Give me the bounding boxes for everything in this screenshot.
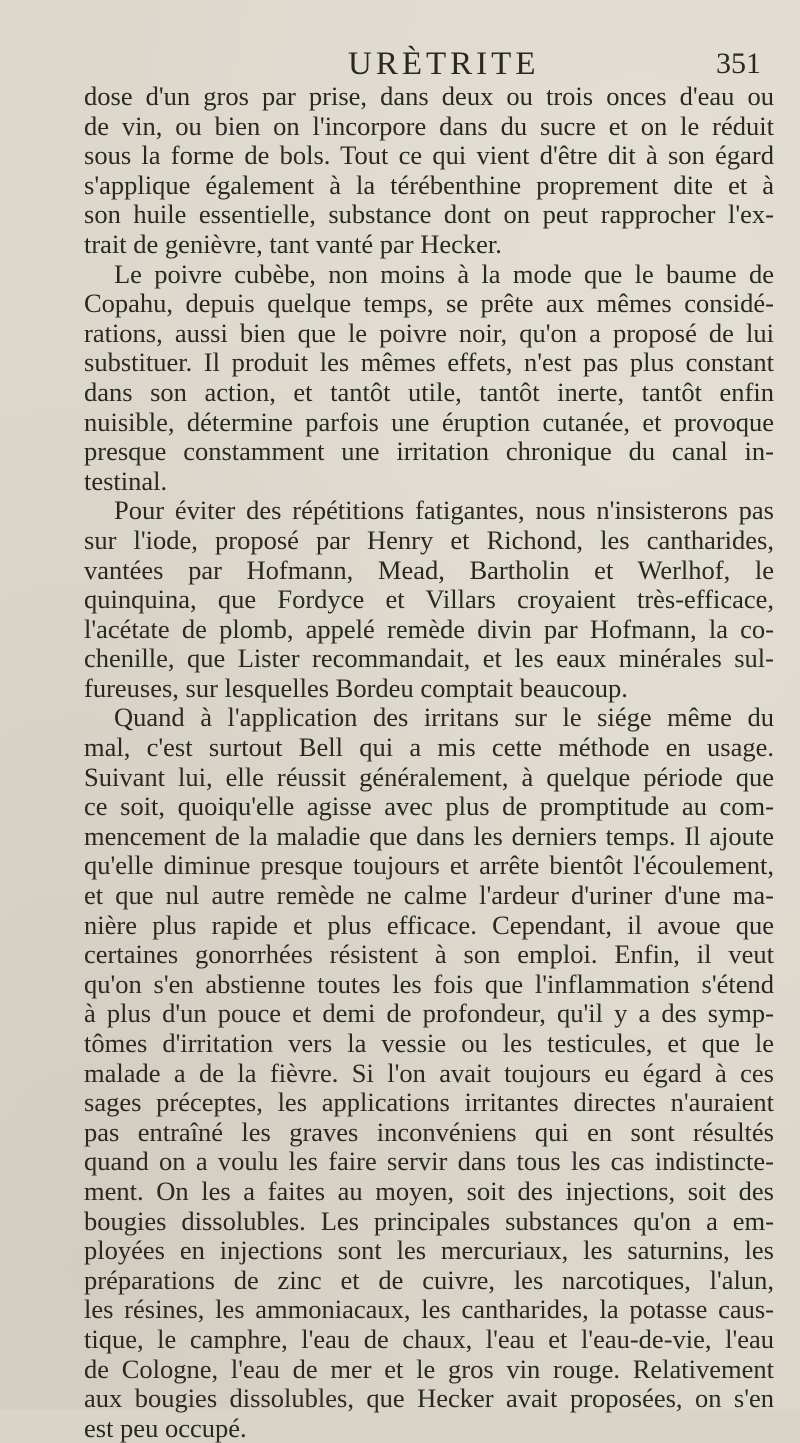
text-line: trait de genièvre, tant vanté par Hecker.: [84, 228, 502, 259]
text-line: qu'elle diminue presque toujours et arrête bientôt l'écoulement,: [84, 850, 774, 881]
running-title: URÈTRITE: [348, 46, 540, 82]
text-line: sur l'iode, proposé par Henry et Richond, les cantharides,: [84, 524, 774, 555]
text-line: sages préceptes, les applications irritantes directes n'auraient: [84, 1087, 774, 1118]
text-line: à plus d'un pouce et demi de profondeur, qu'il y a des symp-: [84, 998, 774, 1029]
text-line: dans son action, et tantôt utile, tantôt inerte, tantôt enfin: [84, 376, 774, 407]
text-line: Suivant lui, elle réussit généralement, à quelque période que: [84, 761, 774, 792]
text-line: presque constamment une irritation chronique du canal in-: [84, 436, 774, 467]
text-line: fureuses, sur lesquelles Bordeu comptait beaucoup.: [84, 672, 628, 703]
text-line: ce soit, quoiqu'elle agisse avec plus de promptitude au com-: [84, 791, 774, 822]
text-line: aux bougies dissolubles, que Hecker avait proposées, on s'en: [84, 1383, 774, 1414]
text-line: dose d'un gros par prise, dans deux ou trois onces d'eau ou: [84, 81, 774, 111]
text-line: sous la forme de bols. Tout ce qui vient d'être dit à son égard: [84, 140, 774, 171]
text-line: quinquina, que Fordyce et Villars croyaient très-efficace,: [84, 584, 774, 615]
text-line: mencement de la maladie que dans les derniers temps. Il ajoute: [84, 820, 774, 851]
text-line: est peu occupé.: [84, 1412, 247, 1443]
text-line: malade a de la fièvre. Si l'on avait toujours eu égard à ces: [84, 1057, 774, 1088]
running-head: [86, 44, 786, 84]
text-line: tômes d'irritation vers la vessie ou les testicules, et que le: [84, 1028, 774, 1058]
text-line: quand on a voulu les faire servir dans tous les cas indistincte-: [84, 1146, 774, 1177]
text-line: Pour éviter des répétitions fatigantes, nous n'insisterons pas: [114, 495, 774, 526]
text-line: mal, c'est surtout Bell qui a mis cette méthode en usage.: [84, 732, 774, 763]
text-line: nuisible, détermine parfois une éruption cutanée, et provoque: [84, 406, 774, 437]
text-line: s'applique également à la térébenthine proprement dite et à: [84, 169, 774, 200]
text-line: l'acétate de plomb, appelé remède divin par Hofmann, la co-: [84, 613, 774, 644]
text-line: pas entraîné les graves inconvéniens qui en sont résultés: [84, 1116, 774, 1147]
text-line: de Cologne, l'eau de mer et le gros vin rouge. Relativement: [84, 1353, 774, 1384]
text-line: son huile essentielle, substance dont on peut rapprocher l'ex-: [84, 199, 774, 230]
text-line: les résines, les ammoniacaux, les cantharides, la potasse caus-: [84, 1294, 774, 1325]
text-line: certaines gonorrhées résistent à son emploi. Enfin, il veut: [84, 939, 774, 970]
text-line: Quand à l'application des irritans sur le siége même du: [114, 702, 774, 733]
text-line: préparations de zinc et de cuivre, les narcotiques, l'alun,: [84, 1264, 774, 1295]
text-line: qu'on s'en abstienne toutes les fois que l'inflammation s'étend: [84, 968, 774, 999]
text-line: bougies dissolubles. Les principales substances qu'on a em-: [84, 1205, 774, 1236]
text-line: Le poivre cubèbe, non moins à la mode que le baume de: [114, 258, 774, 289]
body-text: [84, 82, 774, 1443]
text-line: testinal.: [84, 465, 168, 496]
text-line: vantées par Hofmann, Mead, Bartholin et Werlhof, le: [84, 554, 774, 585]
text-line: et que nul autre remède ne calme l'ardeur d'uriner d'une ma-: [84, 880, 774, 911]
text-line: nière plus rapide et plus efficace. Cependant, il avoue que: [84, 909, 774, 940]
text-line: substituer. Il produit les mêmes effets, n'est pas plus constant: [84, 347, 774, 378]
page-number: 351: [716, 47, 761, 80]
text-line: chenille, que Lister recommandait, et les eaux minérales sul-: [84, 643, 774, 674]
text-line: ment. On les a faites au moyen, soit des injections, soit des: [84, 1175, 774, 1206]
text-line: rations, aussi bien que le poivre noir, qu'on a proposé de lui: [84, 317, 774, 348]
text-line: tique, le camphre, l'eau de chaux, l'eau et l'eau-de-vie, l'eau: [84, 1323, 774, 1354]
text-line: de vin, ou bien on l'incorpore dans du sucre et on le réduit: [84, 110, 774, 141]
text-line: ployées en injections sont les mercuriaux, les saturnins, les: [84, 1235, 774, 1266]
text-line: Copahu, depuis quelque temps, se prête aux mêmes considé-: [84, 288, 774, 319]
